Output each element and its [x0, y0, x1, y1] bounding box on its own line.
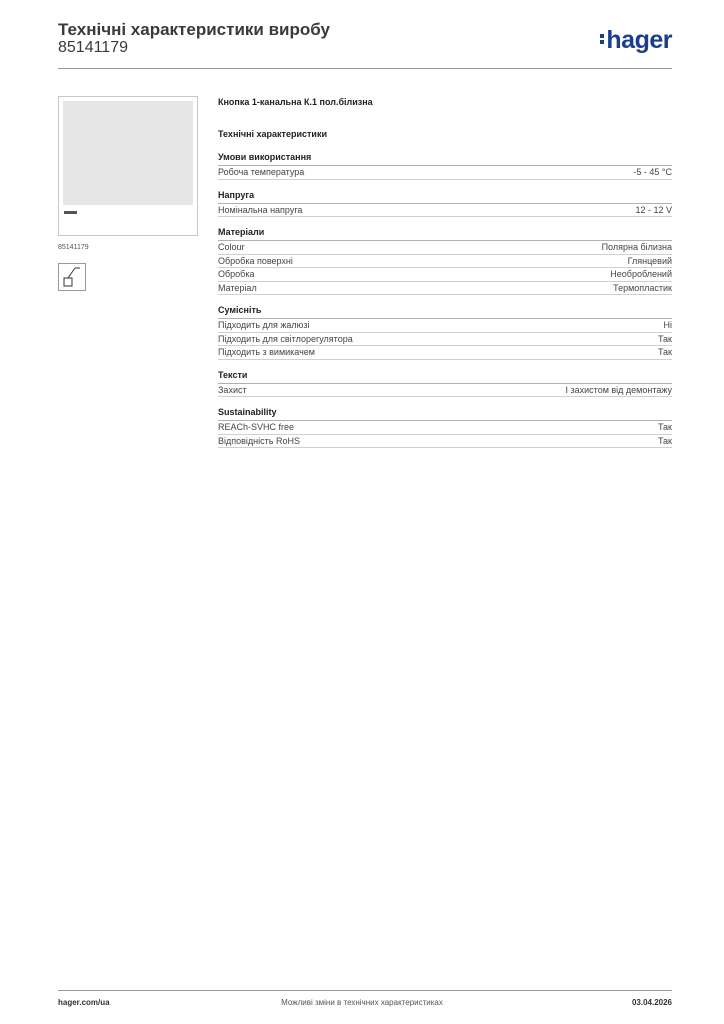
footer-divider — [58, 990, 672, 991]
spec-row — [218, 255, 672, 269]
spec-value: Так — [657, 422, 672, 432]
footer-note: Можливі зміни в технічних характеристиках — [281, 998, 443, 1007]
spec-row — [218, 346, 672, 360]
spec-label: Матеріал — [218, 282, 257, 293]
spec-group-title: Сумісніть — [218, 305, 672, 319]
footer-website: hager.com/ua — [58, 998, 110, 1007]
spec-label: Colour — [218, 242, 245, 252]
spec-group-title: Напруга — [218, 190, 672, 204]
spec-value: Полярна білизна — [601, 242, 672, 252]
logo-dots-icon — [600, 32, 604, 46]
spec-row — [218, 384, 672, 398]
logo-text: hager — [606, 26, 672, 54]
section-title: Технічні характеристики — [218, 129, 327, 139]
spec-value: Глянцевий — [627, 255, 672, 266]
spec-row — [218, 319, 672, 333]
spec-value: Так — [657, 347, 672, 357]
spec-label: Обробка — [218, 269, 255, 279]
spec-value: І захистом від демонтажу — [565, 384, 672, 395]
image-marker-icon — [64, 211, 77, 214]
spec-label: Відповідність RoHS — [218, 435, 300, 446]
thumbnail-code: 85141179 — [58, 244, 89, 251]
push-button-symbol-icon — [58, 263, 86, 291]
spec-row — [218, 268, 672, 282]
spec-row — [218, 241, 672, 255]
spec-groups — [218, 152, 672, 448]
page-title: Технічні характеристики виробу — [58, 20, 330, 39]
spec-row — [218, 282, 672, 296]
specifications-content — [218, 97, 672, 448]
spec-value: -5 - 45 °C — [633, 167, 672, 177]
spec-label: REACh-SVHC free — [218, 422, 295, 432]
spec-label: Підходить для жалюзі — [218, 320, 310, 330]
spec-label: Підходить з вимикачем — [218, 347, 315, 357]
spec-row — [218, 166, 672, 180]
spec-row — [218, 204, 672, 218]
spec-group-title: Тексти — [218, 370, 672, 384]
spec-group-title: Матеріали — [218, 227, 672, 241]
spec-label: Захист — [218, 384, 247, 395]
spec-value: Необроблений — [610, 269, 672, 279]
spec-value: Термопластик — [613, 282, 672, 293]
spec-label: Обробка поверхні — [218, 255, 293, 266]
hager-logo — [600, 26, 672, 55]
product-name: Кнопка 1-канальна К.1 пол.білизна — [218, 97, 373, 107]
spec-value: Так — [657, 333, 672, 344]
spec-row — [218, 421, 672, 435]
product-image-frame — [58, 96, 198, 236]
spec-value: Так — [657, 435, 672, 446]
product-image — [63, 101, 193, 205]
spec-label: Номінальна напруга — [218, 204, 303, 215]
product-code: 85141179 — [58, 39, 128, 56]
spec-group-title: Умови використання — [218, 152, 672, 166]
footer-date: 03.04.2026 — [631, 998, 672, 1007]
header-divider — [58, 68, 672, 69]
spec-label: Підходить для світлорегулятора — [218, 333, 353, 344]
spec-group-title: Sustainability — [218, 407, 672, 421]
spec-label: Робоча температура — [218, 167, 305, 177]
spec-value: Ні — [663, 320, 672, 330]
spec-value: 12 - 12 V — [635, 204, 672, 215]
spec-row — [218, 435, 672, 449]
spec-row — [218, 333, 672, 347]
